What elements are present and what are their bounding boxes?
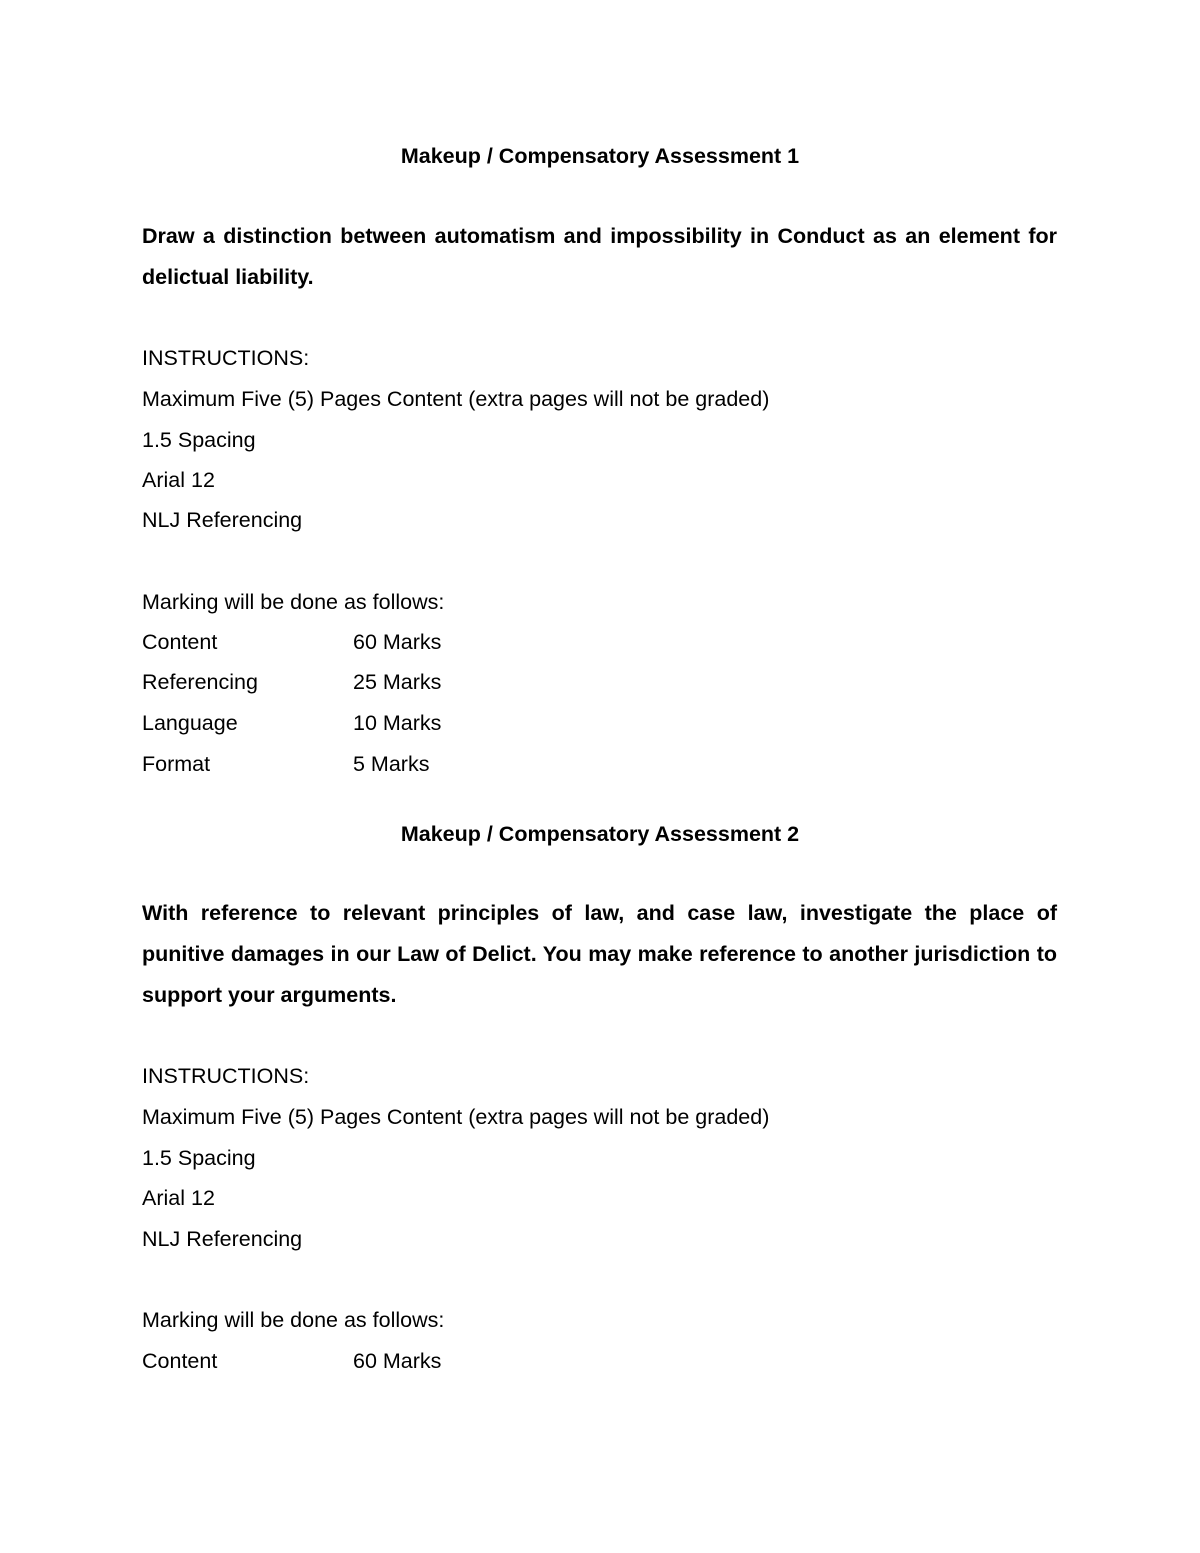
assessment-1-instructions-heading: INSTRUCTIONS:	[142, 346, 310, 370]
assessment-1-title: Makeup / Compensatory Assessment 1	[400, 144, 800, 168]
assessment-2-instruction-item: 1.5 Spacing	[142, 1146, 256, 1170]
assessment-2-marking-label: Content	[142, 1349, 218, 1373]
assessment-2-instruction-item: Maximum Five (5) Pages Content (extra pages will not be graded)	[142, 1105, 770, 1129]
assessment-1-question: Draw a distinction between automatism and impossibility in Conduct as an element for delictual liability.	[142, 224, 1057, 289]
assessment-2-marking-value: 60 Marks	[353, 1349, 442, 1373]
assessment-2-title: Makeup / Compensatory Assessment 2	[400, 822, 800, 846]
assessment-1-marking-label: Content	[142, 630, 218, 654]
assessment-2-marking-heading: Marking will be done as follows:	[142, 1308, 445, 1332]
assessment-1-marking-value: 60 Marks	[353, 630, 442, 654]
assessment-2-instruction-item: NLJ Referencing	[142, 1227, 303, 1251]
assessment-2-question: With reference to relevant principles of law, and case law, investigate the place of punitive damages in our Law of Delict. You may make reference to another jurisdiction to support your arguments.	[142, 901, 1057, 1007]
assessment-1-marking-heading: Marking will be done as follows:	[142, 590, 445, 614]
assessment-2-instruction-item: Arial 12	[142, 1186, 215, 1210]
assessment-1-marking-value: 5 Marks	[353, 752, 430, 776]
assessment-1-marking-value: 10 Marks	[353, 711, 442, 735]
assessment-1-instruction-item: 1.5 Spacing	[142, 428, 256, 452]
assessment-1-instruction-item: Arial 12	[142, 468, 215, 492]
assessment-1-marking-label: Referencing	[142, 670, 258, 694]
assessment-1-marking-label: Format	[142, 752, 211, 776]
assessment-1-marking-label: Language	[142, 711, 238, 735]
assessment-1-instruction-item: NLJ Referencing	[142, 508, 303, 532]
assessment-1-instruction-item: Maximum Five (5) Pages Content (extra pages will not be graded)	[142, 387, 770, 411]
assessment-1-marking-value: 25 Marks	[353, 670, 442, 694]
assessment-2-instructions-heading: INSTRUCTIONS:	[142, 1064, 310, 1088]
